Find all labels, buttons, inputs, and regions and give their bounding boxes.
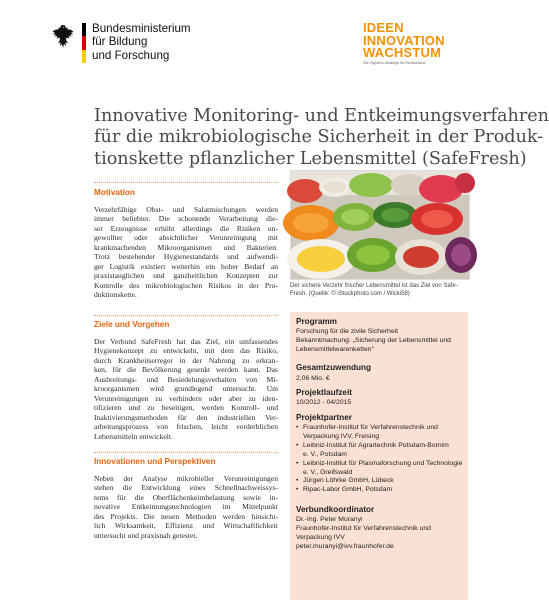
section-motivation — [94, 188, 278, 300]
body-line: Der Verbund SafeFresh hat das Ziel, ein umfassendes — [94, 337, 278, 346]
partner-line: Verpackung IVV, Freising — [303, 432, 380, 440]
body-line: Neben der Analyse mikrobieller Verunreinigungen — [94, 474, 278, 483]
body-line: tems für die Oberflächenkeimbelastung sowie in- — [94, 492, 278, 502]
photo-caption — [290, 283, 470, 299]
body-line: praxistauglichen und ganzheitlichen Konzepten zur — [94, 271, 278, 281]
partner-line: e. V., Greifswald — [303, 468, 353, 476]
section-heading: Innovationen und Perspektiven — [94, 457, 216, 466]
ministry-logo-text — [92, 22, 252, 62]
partner-item — [296, 442, 468, 460]
info-heading-projektpartner: Projektpartner — [296, 413, 352, 422]
body-line: lich Wirksamkeit, Effizienz und Wirtschaftlichkeit — [94, 521, 278, 531]
body-line: Inaktivierungsmethoden für den industriellen Ver- — [94, 412, 278, 422]
section-heading: Ziele und Vorgehen — [94, 320, 170, 329]
section-body — [94, 205, 278, 300]
body-line: des Projekts. Die neuen Methoden werden hinsicht- — [94, 511, 278, 521]
partner-item — [296, 424, 468, 442]
partner-list — [296, 424, 468, 495]
fresh-produce-photo — [290, 170, 470, 280]
body-line: novative Entkeimungstechnologien im Mittelpunkt — [94, 502, 278, 512]
info-line: Verpackung IVV — [296, 533, 345, 541]
ministry-line: Bundesministerium — [92, 22, 191, 35]
body-line: arbeitungsprozess von frischen, leicht verderblichen — [94, 422, 278, 432]
section-body — [94, 337, 278, 441]
section-innovationen — [94, 457, 278, 540]
caption-line: Fresh. (Quelle: © iStockphoto.com / Wicki58) — [290, 290, 410, 297]
flag-stripe-black — [82, 23, 86, 36]
logo-line-wachstum: WACHSTUM — [363, 45, 442, 60]
ministry-line: für Bildung — [92, 35, 148, 49]
coordinator-email-link[interactable]: peter.muranyi@ivv.fraunhofer.de — [296, 542, 394, 550]
body-line: Hygienekonzept zu entwickeln, mit dem das Risiko, — [94, 346, 278, 356]
title-line: Innovative Monitoring- und Entkeimungsverfahren — [94, 106, 549, 126]
german-flag-bar — [82, 23, 86, 63]
info-heading-programm: Programm — [296, 317, 337, 326]
body-line: durch Krankheitserreger in der Nahrung zu erkran- — [94, 355, 278, 365]
body-line: duktionskette. — [94, 290, 137, 300]
info-line: Dr.-Ing. Peter Muranyi — [296, 516, 363, 523]
partner-line: • Fraunhofer-Institut für Verfahrenstechnik und — [303, 424, 438, 431]
info-projektlaufzeit-value — [296, 399, 466, 408]
flag-stripe-red — [82, 36, 86, 49]
body-line: gewollter oder absichtlicher Verunreinigung mit — [94, 233, 278, 243]
logo-line-innovation: INNOVATION — [363, 32, 445, 48]
partner-line: • Leibniz-Institut für Agrartechnik Potsdam-Bornim — [303, 441, 449, 449]
body-line: kroorganismen wird grundlegend untersucht. Um — [94, 384, 278, 394]
info-verbundkoordinator-text — [296, 516, 466, 552]
caption-line: Der sichere Verzehr frischer Lebensmittel ist das Ziel von Safe- — [290, 283, 458, 289]
body-line: Kontrolle des mikrobiologischen Risikos in der Pro- — [94, 280, 278, 290]
info-line: Bekanntmachung: „Sicherung der Lebensmittel und — [296, 336, 451, 344]
info-line: 2,06 Mio. € — [296, 375, 330, 382]
body-line: Ausbreitungs- und Besiedelungsverhalten von Mi- — [94, 374, 278, 384]
body-line: tifizieren und zu beseitigen, werden Kontroll- und — [94, 403, 278, 413]
body-line: ser Erzeugnisse erhöht allerdings die Risiken un- — [94, 223, 278, 233]
logo-tagline: Die Hightech-Strategie für Deutschland — [363, 60, 426, 65]
hightech-strategy-logo — [363, 22, 468, 66]
federal-eagle-icon — [52, 24, 74, 50]
title-line: für die mikrobiologische Sicherheit in der Produk- — [94, 127, 544, 148]
partner-line: • Ripac-Labor GmbH, Potsdam — [303, 486, 393, 494]
body-line: immer beliebter. Die schonende Verarbeitung die- — [94, 214, 278, 224]
info-programm-text — [296, 328, 466, 355]
partner-line: • Jürgen Löhrke GmbH, Lübeck — [303, 477, 394, 485]
info-gesamtzuwendung-value — [296, 375, 466, 384]
ministry-line: und Forschung — [92, 48, 170, 62]
body-line: ken, für die Bevölkerung gesenkt werden kann. Das — [94, 365, 278, 375]
body-line: Verzehrfähige Obst- und Salatmischungen werden — [94, 205, 278, 214]
partner-item — [296, 477, 468, 486]
partner-item — [296, 486, 468, 495]
page-title — [94, 106, 549, 170]
section-ziele — [94, 320, 278, 441]
section-heading: Motivation — [94, 188, 135, 197]
info-heading-verbundkoordinator: Verbundkoordinator — [296, 505, 375, 514]
partner-line: • Leibniz-Institut für Plasmaforschung und Technologie — [303, 459, 463, 467]
body-line: stehen die Entwicklung eines Schnellnachweissys- — [94, 483, 278, 493]
salad-bowls-illustration — [291, 171, 469, 279]
info-line: 10/2012 - 04/2015 — [296, 399, 352, 406]
section-divider — [94, 182, 278, 183]
partner-line: e. V., Potsdam — [303, 450, 347, 458]
section-divider — [94, 452, 278, 453]
partner-item — [296, 460, 468, 478]
body-line: Lebensmitteln entwickelt. — [94, 431, 173, 441]
body-line: ger Logistik existiert weiterhin ein hoher Bedarf an — [94, 261, 278, 271]
logo-line-ideen: IDEEN — [363, 20, 404, 35]
body-line: krankmachenden Mikroorganismen und Bakterien. — [94, 242, 278, 252]
info-line: Fraunhofer-Institut für Verfahrenstechnik und — [296, 524, 431, 532]
body-line: Trotz bestehender Hygienestandards und aufwendi- — [94, 252, 278, 262]
info-heading-projektlaufzeit: Projektlaufzeit — [296, 388, 352, 397]
body-line: untersucht und praxisnah getestet. — [94, 530, 198, 540]
section-body — [94, 474, 278, 540]
section-divider — [94, 315, 278, 316]
body-line: Verunreinigungen zu verhindern oder aber zu iden- — [94, 393, 278, 403]
flag-stripe-gold — [82, 50, 86, 63]
title-line: tionskette pflanzlicher Lebensmittel (SafeFresh) — [94, 148, 527, 169]
info-line: Lebensmittelwarenketten“ — [296, 345, 374, 353]
info-heading-gesamtzuwendung: Gesamtzuwendung — [296, 363, 372, 372]
info-line: Forschung für die zivile Sicherheit — [296, 328, 398, 335]
